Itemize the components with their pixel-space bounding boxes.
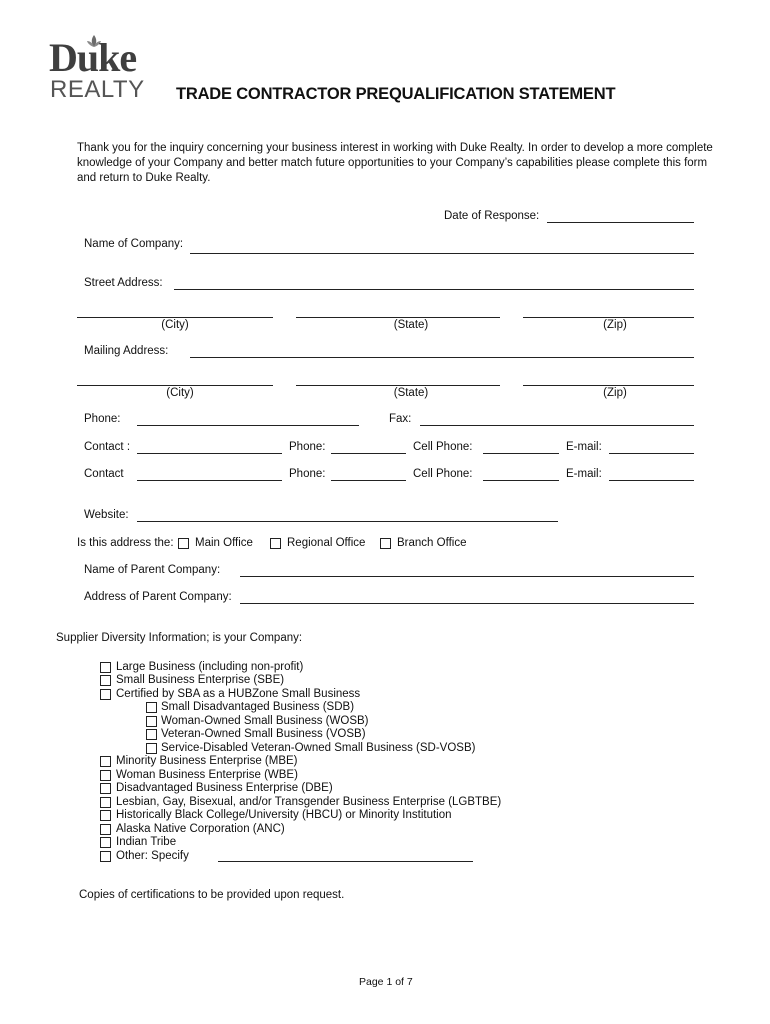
other-checkbox[interactable] (100, 851, 111, 862)
diversity-item-label: Woman-Owned Small Business (WOSB) (161, 715, 369, 727)
parent-company-address-field[interactable] (240, 603, 694, 604)
main-office-checkbox[interactable] (178, 538, 189, 549)
diversity-item-label: Alaska Native Corporation (ANC) (116, 823, 285, 835)
phone-label: Phone: (84, 413, 121, 425)
contact1-label: Contact : (84, 441, 131, 453)
date-of-response-field[interactable] (547, 222, 694, 223)
anc-checkbox[interactable] (100, 824, 111, 835)
sdb-checkbox[interactable] (146, 702, 157, 713)
contact1-email-field[interactable] (609, 453, 694, 454)
diversity-item-label: Minority Business Enterprise (MBE) (116, 755, 298, 767)
diversity-heading: Supplier Diversity Information; is your Company: (56, 632, 303, 644)
diversity-item-label: Lesbian, Gay, Bisexual, and/or Transgender Business Enterprise (LGBTBE) (116, 796, 502, 808)
fax-field[interactable] (420, 425, 694, 426)
contact2-field[interactable] (137, 480, 282, 481)
street-address-field[interactable] (174, 289, 694, 290)
mailing-zip-field[interactable] (523, 385, 694, 386)
mailing-city-caption: (City) (166, 387, 194, 399)
mailing-state-field[interactable] (296, 385, 500, 386)
mailing-address-field[interactable] (190, 357, 694, 358)
branch-office-label: Branch Office (397, 537, 467, 549)
regional-office-checkbox[interactable] (270, 538, 281, 549)
indian-tribe-checkbox[interactable] (100, 837, 111, 848)
diversity-item-label: Large Business (including non-profit) (116, 661, 304, 673)
contact2-cell-label: Cell Phone: (413, 468, 473, 480)
main-office-label: Main Office (195, 537, 253, 549)
wosb-checkbox[interactable] (146, 716, 157, 727)
contact2-phone-label: Phone: (289, 468, 326, 480)
page-title: TRADE CONTRACTOR PREQUALIFICATION STATEMENT (176, 85, 616, 103)
regional-office-label: Regional Office (287, 537, 366, 549)
mailing-zip-caption: (Zip) (603, 387, 627, 399)
fax-label: Fax: (389, 413, 412, 425)
hubzone-checkbox[interactable] (100, 689, 111, 700)
sbe-checkbox[interactable] (100, 675, 111, 686)
contact1-field[interactable] (137, 453, 282, 454)
hbcu-checkbox[interactable] (100, 810, 111, 821)
website-label: Website: (84, 509, 129, 521)
diversity-item-label: Service-Disabled Veteran-Owned Small Business (SD-VOSB) (161, 742, 476, 754)
other-specify-field[interactable] (218, 861, 473, 862)
copies-note: Copies of certifications to be provided upon request. (79, 889, 345, 901)
mailing-address-label: Mailing Address: (84, 345, 169, 357)
wbe-checkbox[interactable] (100, 770, 111, 781)
intro-paragraph: Thank you for the inquiry concerning your business interest in working with Duke Realty. In order to develop a more complete knowledge of your Company and better match future opportunities to your Company’s capabilities please complete this form and return to Duke Realty. (77, 142, 713, 184)
parent-company-address-label: Address of Parent Company: (84, 591, 232, 603)
street-zip-field[interactable] (523, 317, 694, 318)
contact1-phone-label: Phone: (289, 441, 326, 453)
contact1-cell-field[interactable] (483, 453, 559, 454)
street-state-field[interactable] (296, 317, 500, 318)
street-city-field[interactable] (77, 317, 273, 318)
diversity-item-label: Small Disadvantaged Business (SDB) (161, 701, 355, 713)
mbe-checkbox[interactable] (100, 756, 111, 767)
contact1-phone-field[interactable] (331, 453, 406, 454)
diversity-item-label: Certified by SBA as a HUBZone Small Business (116, 688, 361, 700)
street-address-label: Street Address: (84, 277, 163, 289)
diversity-item-label: Disadvantaged Business Enterprise (DBE) (116, 782, 333, 794)
date-of-response-label: Date of Response: (444, 210, 540, 222)
company-name-label: Name of Company: (84, 238, 184, 250)
dbe-checkbox[interactable] (100, 783, 111, 794)
contact1-cell-label: Cell Phone: (413, 441, 473, 453)
address-type-question: Is this address the: (77, 537, 174, 549)
contact1-email-label: E-mail: (566, 441, 602, 453)
vosb-checkbox[interactable] (146, 729, 157, 740)
street-city-caption: (City) (161, 319, 189, 331)
contact2-label: Contact (84, 468, 124, 480)
street-zip-caption: (Zip) (603, 319, 627, 331)
mailing-state-caption: (State) (393, 387, 429, 399)
company-name-field[interactable] (190, 253, 694, 254)
street-state-caption: (State) (393, 319, 429, 331)
diversity-item-label: Other: Specify (116, 850, 189, 862)
diversity-item-label: Small Business Enterprise (SBE) (116, 674, 285, 686)
page-number: Page 1 of 7 (359, 976, 413, 988)
branch-office-checkbox[interactable] (380, 538, 391, 549)
contact2-email-label: E-mail: (566, 468, 602, 480)
contact2-phone-field[interactable] (331, 480, 406, 481)
website-field[interactable] (137, 521, 558, 522)
diversity-item-label: Indian Tribe (116, 836, 177, 848)
phone-field[interactable] (137, 425, 359, 426)
diversity-item-label: Veteran-Owned Small Business (VOSB) (161, 728, 366, 740)
lgbtbe-checkbox[interactable] (100, 797, 111, 808)
parent-company-name-label: Name of Parent Company: (84, 564, 221, 576)
logo-duke: Duke (49, 35, 137, 80)
parent-company-name-field[interactable] (240, 576, 694, 577)
mailing-city-field[interactable] (77, 385, 273, 386)
sd-vosb-checkbox[interactable] (146, 743, 157, 754)
contact2-email-field[interactable] (609, 480, 694, 481)
logo-realty: REALTY (50, 76, 145, 103)
diversity-item-label: Historically Black College/University (HBCU) or Minority Institution (116, 809, 452, 821)
large-business-checkbox[interactable] (100, 662, 111, 673)
contact2-cell-field[interactable] (483, 480, 559, 481)
diversity-item-label: Woman Business Enterprise (WBE) (116, 769, 298, 781)
